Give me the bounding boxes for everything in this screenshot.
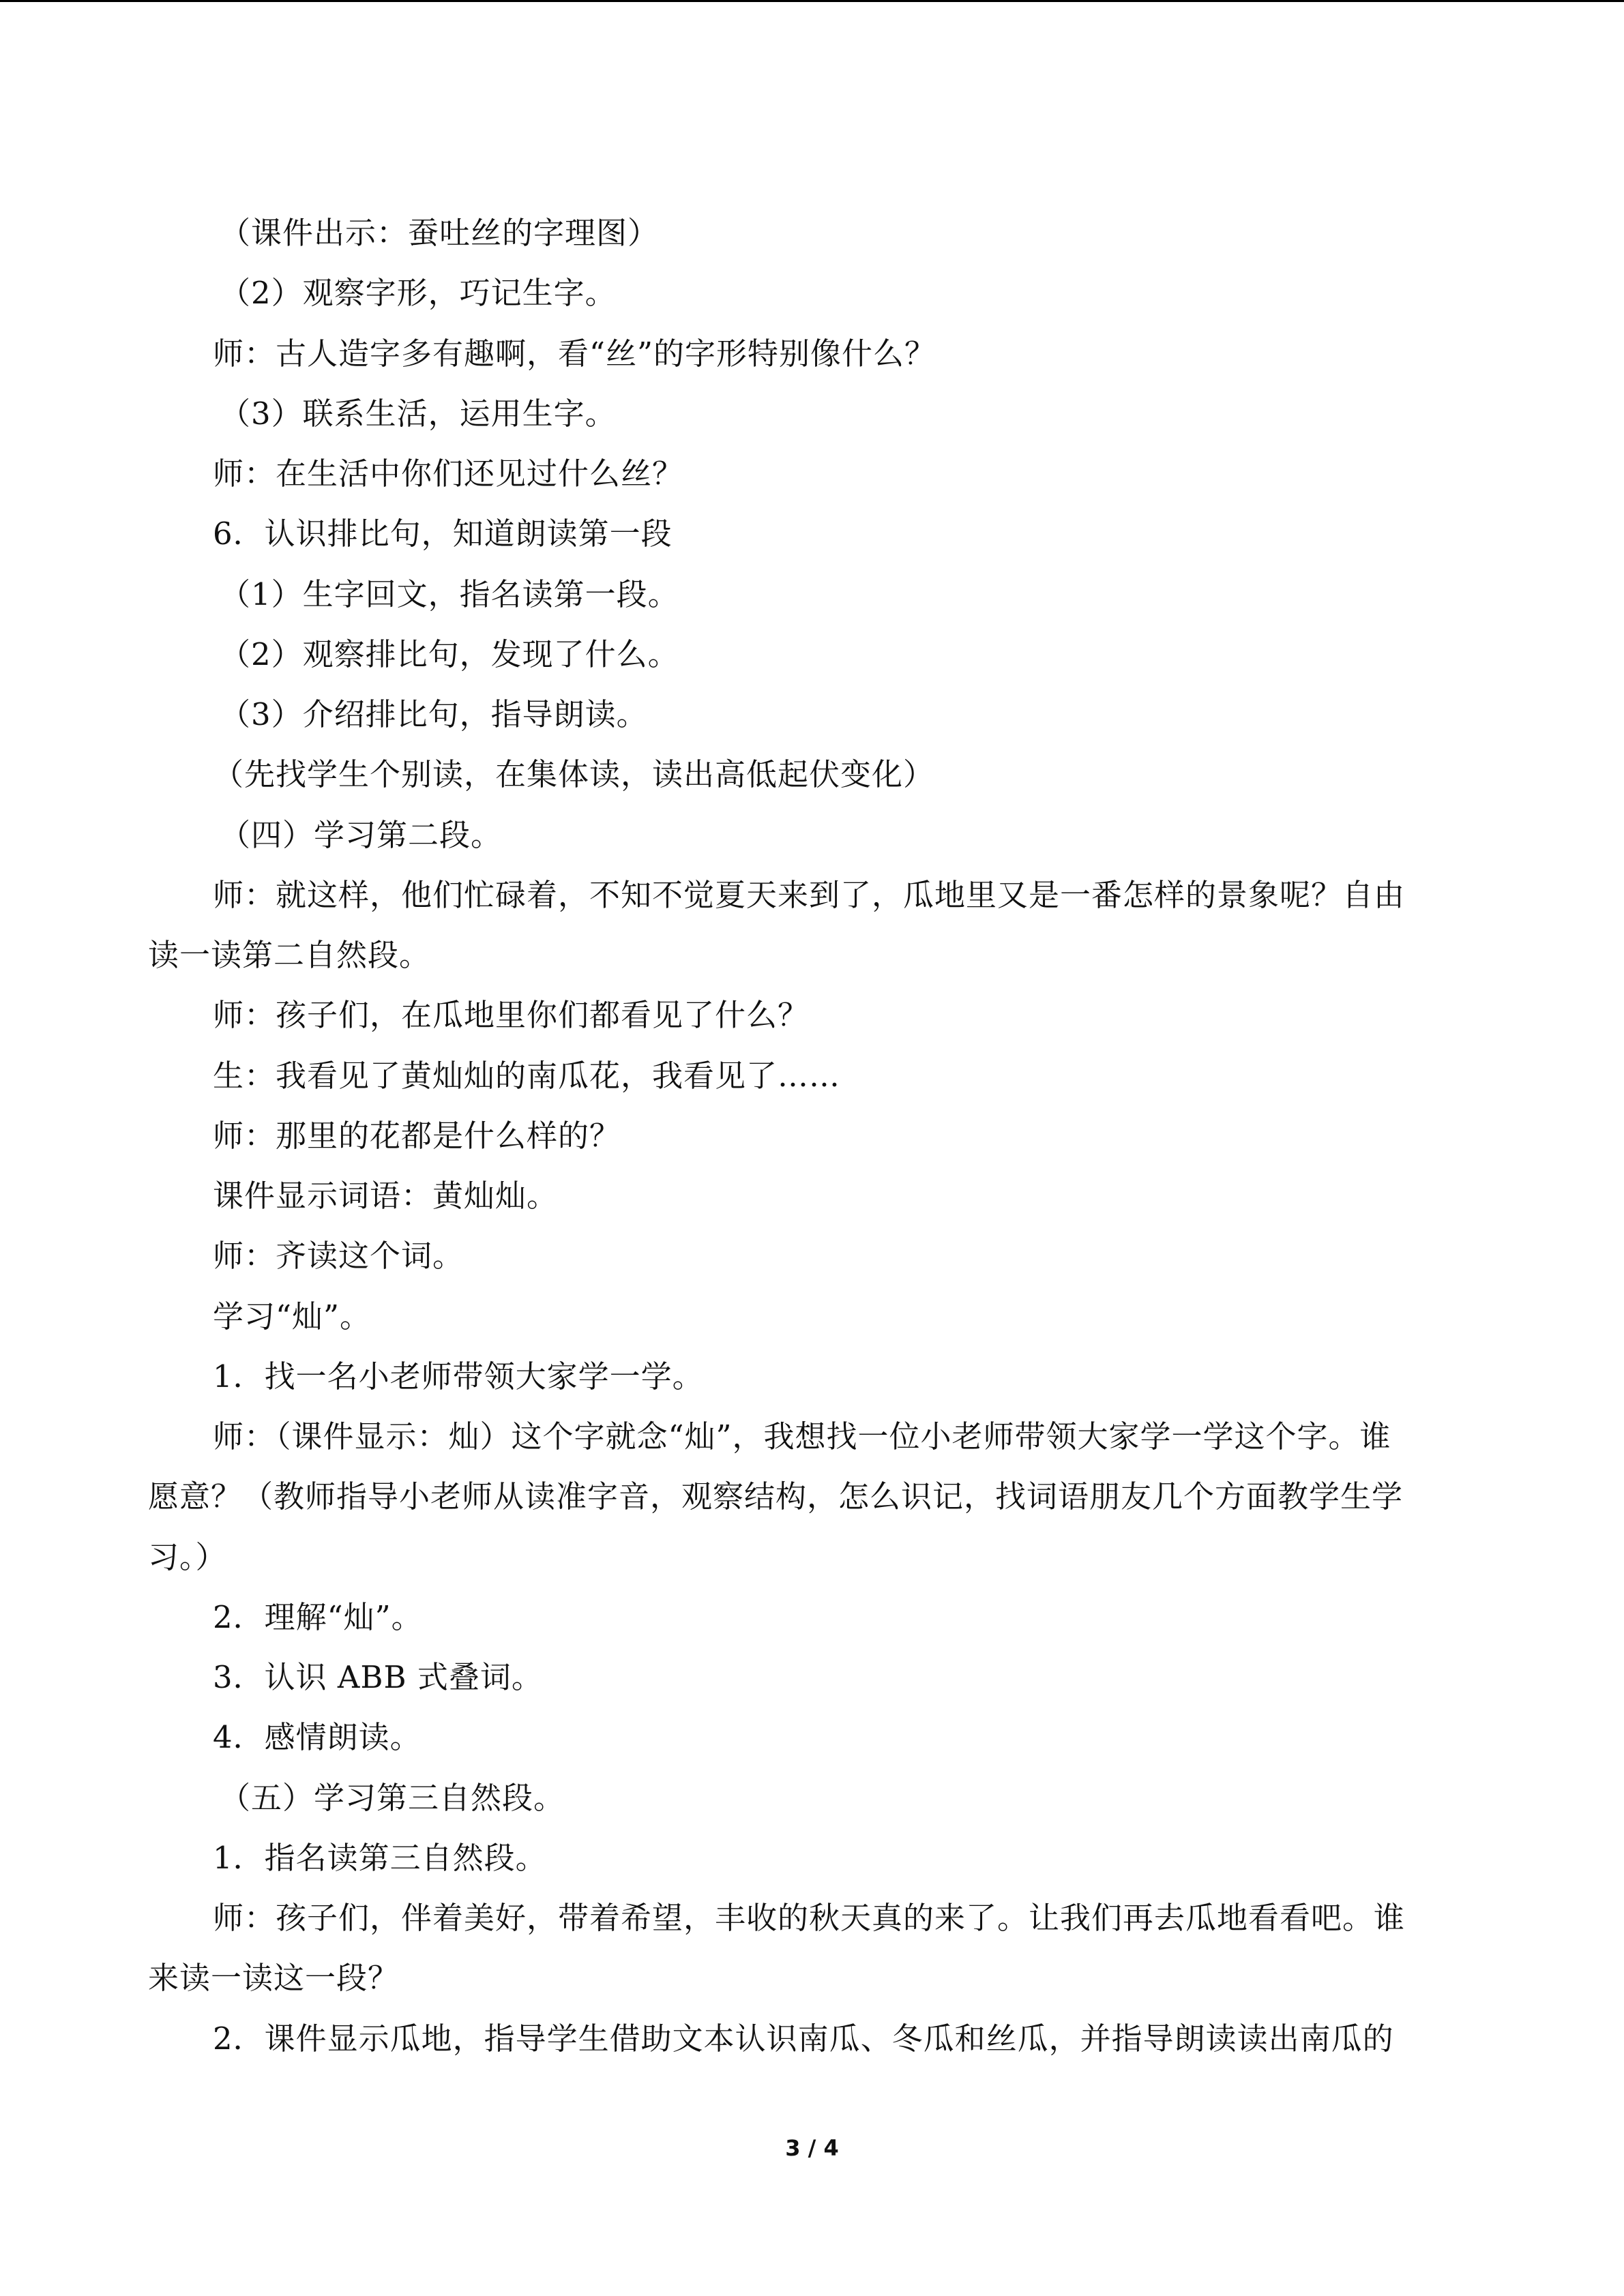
text-line: （2）观察排比句，发现了什么。 xyxy=(220,636,679,672)
text-line: 师：齐读这个词。 xyxy=(213,1238,464,1274)
page-number: 3 / 4 xyxy=(785,2135,839,2161)
text-line: （2）观察字形，巧记生字。 xyxy=(220,275,617,311)
text-line: 6．认识排比句，知道朗读第一段 xyxy=(213,516,673,552)
text-line: （课件出示：蚕吐丝的字理图） xyxy=(220,215,660,251)
text-line: 学习“灿”。 xyxy=(213,1298,372,1335)
text-line: 读一读第二自然段。 xyxy=(148,937,431,973)
text-line: （3）联系生活，运用生字。 xyxy=(220,396,617,432)
text-line: （四）学习第二段。 xyxy=(220,817,503,853)
text-line: 生：我看见了黄灿灿的南瓜花，我看见了…… xyxy=(213,1058,841,1094)
text-line: （1）生字回文，指名读第一段。 xyxy=(220,576,679,612)
text-line: 愿意？（教师指导小老师从读准字音，观察结构，怎么识记，找词语朋友几个方面教学生学 xyxy=(148,1478,1404,1515)
text-line: 课件显示词语：黄灿灿。 xyxy=(213,1178,559,1214)
text-line: （先找学生个别读，在集体读，读出高低起伏变化） xyxy=(213,756,935,792)
text-line: 4．感情朗读。 xyxy=(213,1719,422,1755)
text-line: 3．认识 ABB 式叠词。 xyxy=(213,1659,543,1695)
text-line: 师：就这样，他们忙碌着，不知不觉夏天来到了，瓜地里又是一番怎样的景象呢？自由 xyxy=(213,877,1406,913)
text-line: 1．找一名小老师带领大家学一学。 xyxy=(213,1358,704,1395)
text-line: （3）介绍排比句，指导朗读。 xyxy=(220,696,648,732)
text-line: 师：那里的花都是什么样的？ xyxy=(213,1118,621,1154)
text-line: 习。） xyxy=(148,1539,227,1575)
text-line: 师：孩子们，在瓜地里你们都看见了什么？ xyxy=(213,997,810,1033)
text-line: 1．指名读第三自然段。 xyxy=(213,1840,547,1876)
text-line: （五）学习第三自然段。 xyxy=(220,1780,565,1816)
text-line: 2．理解“灿”。 xyxy=(213,1599,423,1635)
text-line: 2．课件显示瓜地，指导学生借助文本认识南瓜、冬瓜和丝瓜，并指导朗读读出南瓜的 xyxy=(213,2021,1394,2057)
text-line: 师：孩子们，伴着美好，带着希望，丰收的秋天真的来了。让我们再去瓜地看看吧。谁 xyxy=(213,1900,1406,1936)
text-line: 师：在生活中你们还见过什么丝？ xyxy=(213,456,684,492)
text-line: 师：（课件显示：灿）这个字就念“灿”，我想找一位小老师带领大家学一学这个字。谁 xyxy=(213,1418,1391,1455)
text-line: 来读一读这一段？ xyxy=(148,1960,400,1996)
text-line: 师：古人造字多有趣啊，看“丝”的字形特别像什么？ xyxy=(213,336,936,372)
